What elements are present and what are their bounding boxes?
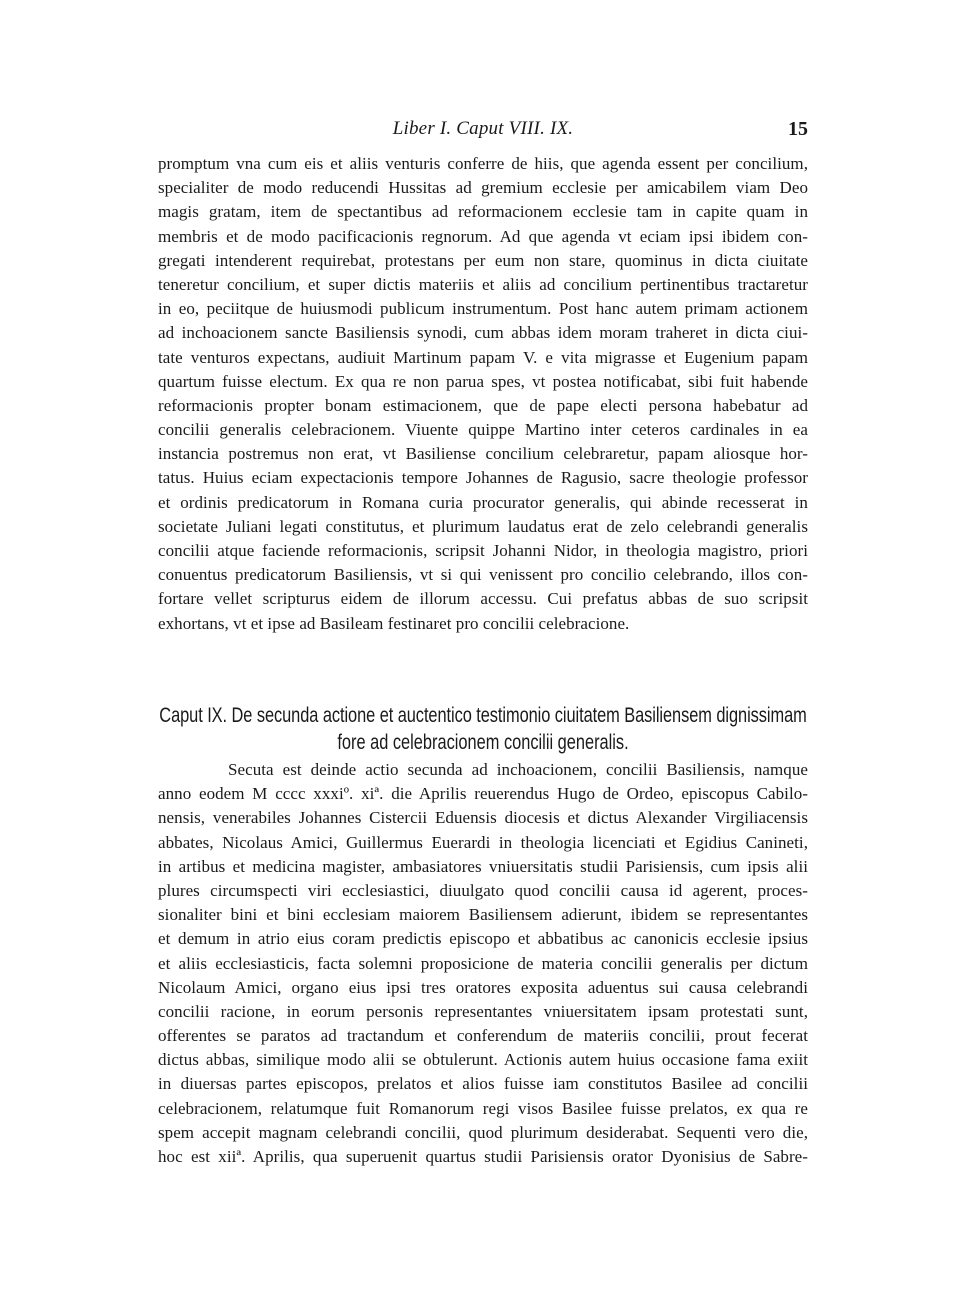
text-line: celebracionem, relatumque fuit Romanorum regi visos Basilee fuisse prelatos, ex qua re — [158, 1098, 808, 1118]
text-line: anno eodem M cccc xxxiº. xiª. die Aprilis reuerendus Hugo de Ordeo, episcopus Cabilo- — [158, 784, 808, 804]
text-line: ad inchoacionem sancte Basiliensis synodi, cum abbas idem moram traheret in dicta ciui- — [158, 323, 808, 343]
text-line: Secuta est deinde actio secunda ad inchoacionem, concilii Basiliensis, namque — [228, 760, 808, 779]
text-line: tate venturos expectans, audiuit Martinum papam V. e vita migrasse et Eugenium papam — [158, 347, 808, 367]
text-line: Nicolaum Amici, organo eius ipsi tres oratores exposita aduentus sui causa celebrandi — [158, 977, 808, 997]
chapter-heading-line: Caput IX. De secunda actione et auctentico testimonio ciuitatem Basiliensem dignissimam — [159, 704, 807, 727]
chapter-heading — [159, 702, 807, 756]
text-line: dictus abbas, similique modo alii se obtulerunt. Actionis autem huius occasione fama exiit — [158, 1050, 808, 1070]
chapter-9-text — [158, 758, 808, 1169]
text-line: in diuersas partes episcopos, prelatos et alios fuisse iam constitutos Basilee ad concilii — [158, 1074, 808, 1094]
text-line: promptum vna cum eis et aliis venturis conferre de hiis, que agenda essent per concilium, — [158, 154, 808, 173]
text-line: in artibus et medicina magister, ambasiatores vniuersitatis studii Parisiensis, cum ipsis alii — [158, 856, 808, 876]
text-line: specialiter de modo reducendi Hussitas ad gremium ecclesie per amicabilem viam Deo — [158, 178, 808, 198]
running-title: Liber I. Caput VIII. IX. — [392, 118, 574, 139]
text-line: teneretur concilium, et super dictis materiis et aliis ad concilium pertinentibus tractaretur — [158, 274, 808, 294]
text-line: offerentes se paratos ad tractandum et conferendum de materiis concilii, prout fecerat — [158, 1026, 808, 1046]
text-line: concilii racione, in eorum personis representantes vniuersitatem ipsam protestati sunt, — [158, 1001, 808, 1021]
text-line: conuentus predicatorum Basiliensis, vt si qui venissent pro concilio celebrando, illos con- — [158, 565, 808, 585]
running-head — [158, 118, 808, 144]
chapter-8-text — [158, 152, 808, 636]
text-line: spem accepit magnam celebrandi concilii, quod plurimum desiderabat. Sequenti vero die, — [158, 1122, 808, 1142]
text-line: et aliis ecclesiasticis, facta solemni proposicione de materia concilii generalis per dictum — [158, 953, 808, 973]
text-line: abbates, Nicolaus Amici, Guillermus Euerardi in theologia licenciati et Egidius Canineti, — [158, 832, 808, 852]
text-line: instancia postremus non erat, vt Basiliense concilium celebraretur, papam aliosque hor- — [158, 444, 808, 464]
text-line: plures circumspecti viri ecclesiastici, diuulgato quod concilii causa id agerent, proces- — [158, 880, 808, 900]
text-line: quartum fuisse electum. Ex qua re non parua spes, vt postea notificabat, sibi fuit habende — [158, 371, 808, 391]
text-line: membris et de modo pacificacionis regnorum. Ad que agenda vt eciam ipsi ibidem con- — [158, 226, 808, 246]
text-line: societate Juliani legati constitutus, et plurimum laudatus erat de zelo celebrandi generalis — [158, 516, 808, 536]
text-line: magis gratam, item de spectantibus ad reformacionem ecclesie tam in capite quam in — [158, 202, 808, 222]
text-line: et demum in atrio eius coram predictis episcopo et abbatibus ac canonicis ecclesie ipsius — [158, 929, 808, 949]
text-line: nensis, venerabiles Johannes Cistercii Eduensis diocesis et dictus Alexander Virgiliacensis — [158, 808, 808, 828]
text-line: reformacionis propter bonam estimacionem, que de pape electi persona habebatur ad — [158, 395, 808, 415]
chapter-heading-line: fore ad celebracionem concilii generalis. — [337, 731, 629, 754]
text-line: in eo, peciitque de huiusmodi publicum instrumentum. Post hanc autem primam actionem — [158, 299, 808, 319]
page-number: 15 — [788, 118, 808, 140]
text-line: concilii atque faciende reformacionis, scripsit Johanni Nidor, in theologia magistro, priori — [158, 541, 808, 560]
text-line: hoc est xiiª. Aprilis, qua superuenit quartus studii Parisiensis orator Dyonisius de Sabre- — [158, 1147, 808, 1166]
text-line: fortare vellet scripturus eidem de illorum accessu. Cui prefatus abbas de suo scripsit — [158, 589, 808, 609]
text-line: sionaliter bini et bini ecclesiam maiorem Basiliensem adierunt, ibidem se representantes — [158, 905, 808, 925]
text-line: et ordinis predicatorum in Romana curia procurator generalis, qui abinde recesserat in — [158, 492, 808, 512]
text-line: gregati intenderent requirebat, protestans per eum non stare, quominus in dicta ciuitate — [158, 250, 808, 270]
text-line: concilii generalis celebracionem. Viuente quippe Martino inter ceteros cardinales in ea — [158, 420, 808, 440]
text-line: tatus. Huius eciam expectacionis tempore Johannes de Ragusio, sacre theologie professor — [158, 468, 808, 488]
text-line: exhortans, vt et ipse ad Basileam festinaret pro concilii celebracione. — [158, 613, 630, 633]
